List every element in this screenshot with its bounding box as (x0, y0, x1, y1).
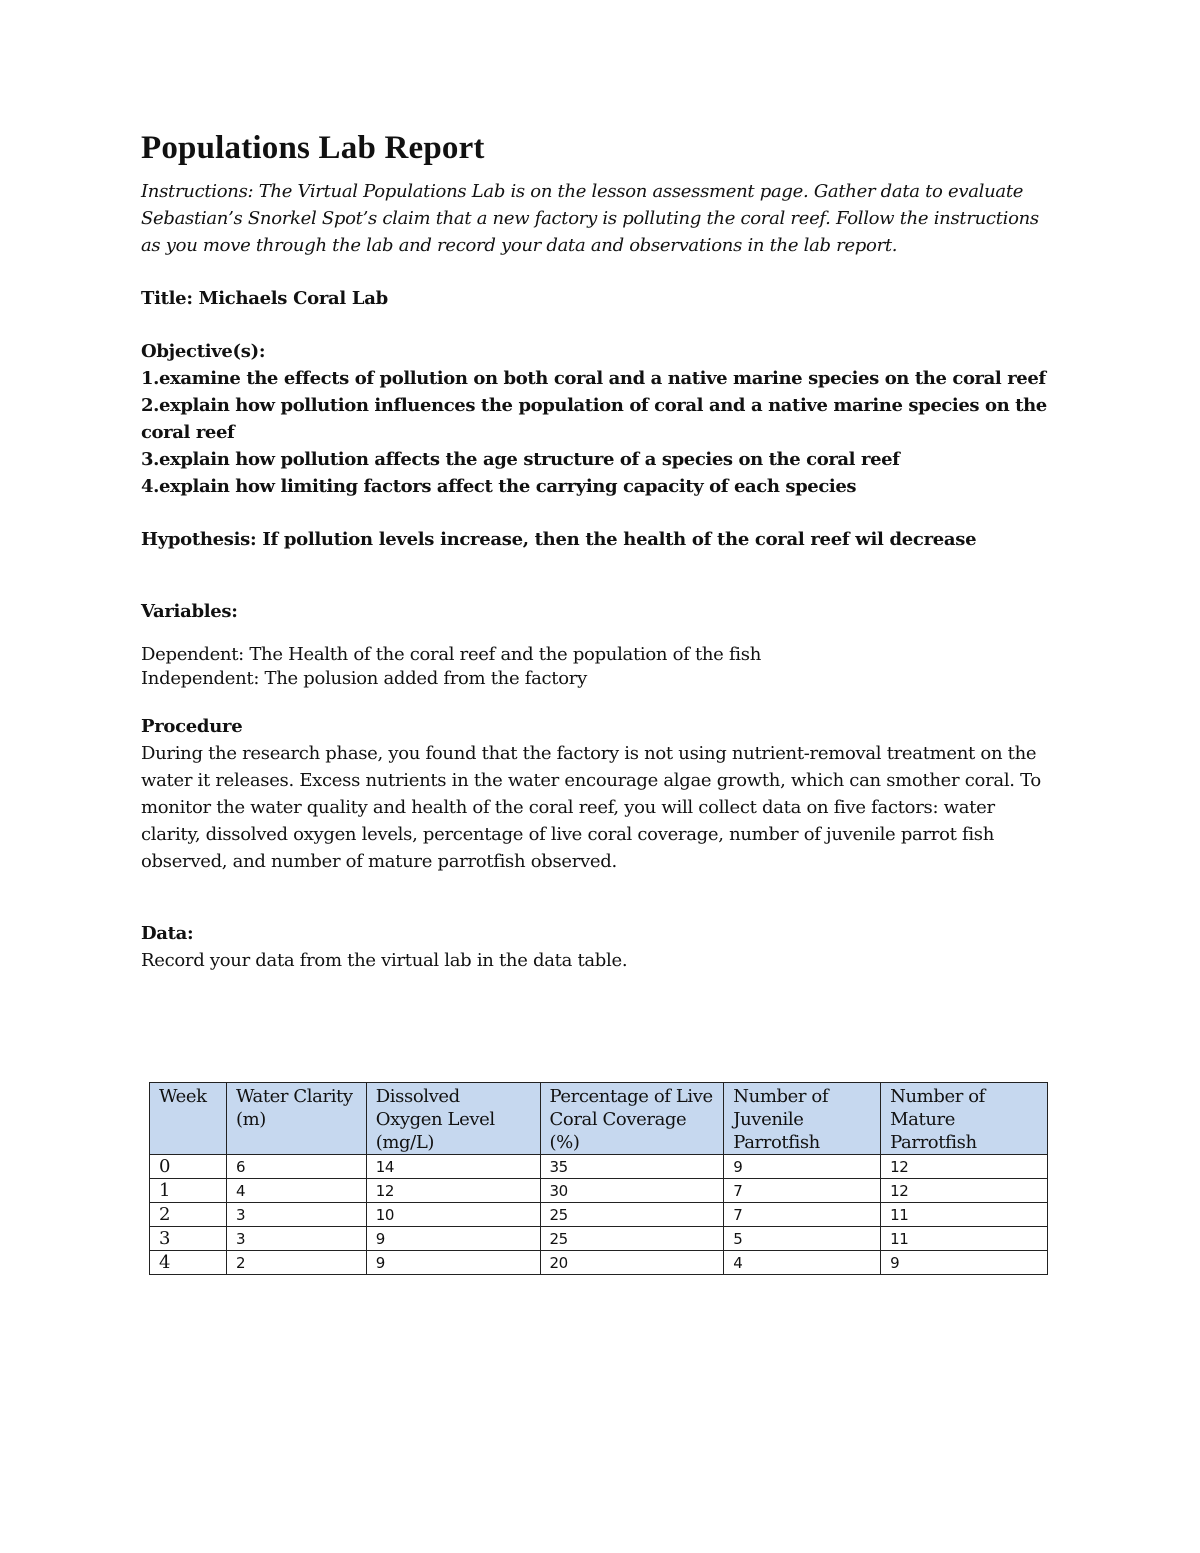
table-cell: 25 (540, 1227, 724, 1251)
table-cell: 2 (226, 1251, 366, 1275)
table-cell: 7 (724, 1203, 881, 1227)
objectives-heading: Objective(s): (141, 341, 266, 362)
table-cell: 0 (150, 1155, 227, 1179)
column-header-live-coral: Percentage of Live Coral Coverage (%) (540, 1083, 724, 1155)
table-cell: 11 (881, 1203, 1048, 1227)
table-row (150, 1179, 1048, 1203)
objective-item: 1.examine the effects of pollution on both coral and a native marine species on the coral reef (141, 368, 1046, 389)
procedure-heading: Procedure (141, 716, 243, 737)
table-cell: 11 (881, 1227, 1048, 1251)
column-header-dissolved-oxygen: Dissolved Oxygen Level (mg/L) (366, 1083, 540, 1155)
column-header-mature-parrotfish: Number of Mature Parrotfish (881, 1083, 1048, 1155)
table-cell: 2 (150, 1203, 227, 1227)
table-cell: 3 (226, 1203, 366, 1227)
document-page (141, 128, 1051, 974)
objectives-list (141, 365, 1051, 500)
table-row (150, 1251, 1048, 1275)
table-cell: 12 (881, 1155, 1048, 1179)
table-cell: 20 (540, 1251, 724, 1275)
independent-variable: Independent: The polusion added from the factory (141, 668, 587, 689)
data-heading: Data: (141, 923, 194, 944)
table-cell: 1 (150, 1179, 227, 1203)
table-cell: 25 (540, 1203, 724, 1227)
variables-heading: Variables: (141, 601, 238, 622)
column-header-juvenile-parrotfish: Number of Juvenile Parrotfish (724, 1083, 881, 1155)
table-header-row (150, 1083, 1048, 1155)
table-row (150, 1155, 1048, 1179)
table-cell: 9 (881, 1251, 1048, 1275)
column-header-week: Week (150, 1083, 227, 1155)
table-cell: 35 (540, 1155, 724, 1179)
table-cell: 12 (881, 1179, 1048, 1203)
table-cell: 7 (724, 1179, 881, 1203)
table-cell: 9 (366, 1227, 540, 1251)
objective-item: 4.explain how limiting factors affect the carrying capacity of each species (141, 476, 857, 497)
table-cell: 4 (226, 1179, 366, 1203)
table-cell: 4 (724, 1251, 881, 1275)
lab-title: Title: Michaels Coral Lab (141, 288, 388, 309)
table-cell: 3 (150, 1227, 227, 1251)
table-cell: 12 (366, 1179, 540, 1203)
table-cell: 3 (226, 1227, 366, 1251)
objective-item: 3.explain how pollution affects the age structure of a species on the coral reef (141, 449, 900, 470)
procedure-text: During the research phase, you found that the factory is not using nutrient-removal treatment on the water it releases. Excess nutrients in the water encourage algae growth, which can smother coral. To monitor the water quality and health of the coral reef, you will collect data on five factors: water clarity, dissolved oxygen levels, percentage of live coral coverage, number of juvenile parrot fish observed, and number of mature parrotfish observed. (141, 743, 1041, 872)
data-table (149, 1082, 1048, 1275)
data-instruction: Record your data from the virtual lab in the data table. (141, 950, 628, 971)
column-header-water-clarity: Water Clarity (m) (226, 1083, 366, 1155)
table-cell: 14 (366, 1155, 540, 1179)
table-cell: 4 (150, 1251, 227, 1275)
table-cell: 10 (366, 1203, 540, 1227)
table-cell: 9 (366, 1251, 540, 1275)
page-title: Populations Lab Report (141, 130, 485, 166)
table-cell: 6 (226, 1155, 366, 1179)
table-row (150, 1227, 1048, 1251)
table-cell: 9 (724, 1155, 881, 1179)
table-row (150, 1203, 1048, 1227)
hypothesis: Hypothesis: If pollution levels increase, then the health of the coral reef wil decrease (141, 529, 977, 550)
dependent-variable: Dependent: The Health of the coral reef and the population of the fish (141, 644, 761, 665)
objective-item: 2.explain how pollution influences the population of coral and a native marine species on the coral reef (141, 395, 1047, 443)
table-cell: 5 (724, 1227, 881, 1251)
instructions-text: Instructions: The Virtual Populations Lab is on the lesson assessment page. Gather data to evaluate Sebastian’s Snorkel Spot’s claim that a new factory is polluting the coral reef. Follow the instructions as you move through the lab and record your data and observations in the lab report. (141, 181, 1039, 256)
table-cell: 30 (540, 1179, 724, 1203)
